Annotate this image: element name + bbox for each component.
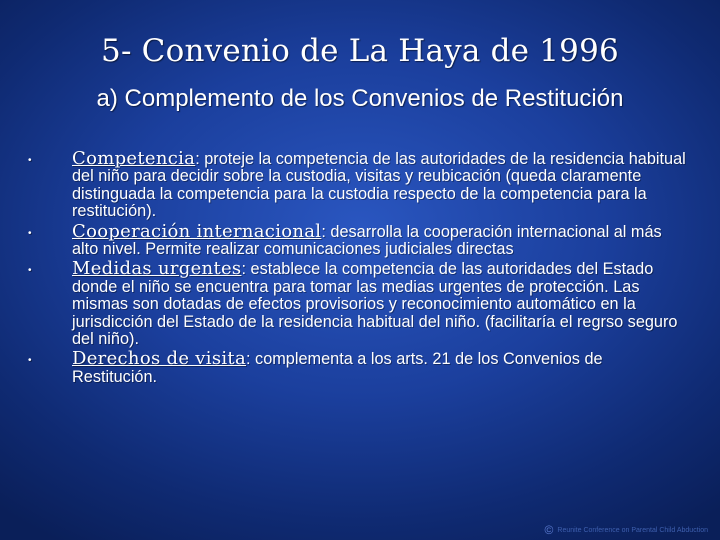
bullet-term: Cooperación internacional: [72, 220, 322, 242]
bullet-text: : complementa a los arts. 21 de los Convenios de Restitución.: [72, 350, 603, 386]
slide-title: 5- Convenio de La Haya de 1996: [101, 33, 619, 69]
bullet-item: [26, 220, 686, 259]
bullet-dot-icon: •: [28, 227, 32, 239]
bullet-item: [26, 150, 686, 221]
bullet-item: [26, 260, 686, 348]
bullet-text: : establece la competencia de las autoridades del Estado donde el niño se encuentra para tomar las medias urgentes de protección. Las mismas son dotadas de efectos provisorios y reconocimiento automático en la jurisdicción del Estado de la residencia habitual del niño. (facilitaría el regrso seguro del niño).: [72, 260, 678, 349]
bullet-item: [26, 350, 686, 386]
footer-text: Reunite Conference on Parental Child Abduction: [557, 526, 708, 534]
bullet-dot-icon: •: [28, 265, 32, 277]
copyright-icon: ©: [544, 523, 554, 537]
bullet-term: Competencia: [72, 148, 196, 169]
bullet-dot-icon: •: [28, 155, 32, 166]
bullet-term: Derechos de visita: [72, 348, 246, 370]
bullet-text: : desarrolla la cooperación internacional al más alto nivel. Permite realizar comunicaciones judiciales directas: [72, 222, 662, 259]
bullet-term: Medidas urgentes: [72, 258, 242, 280]
bullet-list: [26, 150, 686, 388]
bullet-dot-icon: •: [28, 355, 32, 367]
slide-subtitle: a) Complemento de los Convenios de Restitución: [96, 85, 624, 112]
bullet-text: : proteje la competencia de las autoridades de la residencia habitual del niño para decidir sobre la custodia, visitas y reubicación (queda claramente distinguada la competencia para la custodia respecto de la competencia para la restitución).: [72, 150, 686, 221]
footer: [545, 524, 708, 536]
